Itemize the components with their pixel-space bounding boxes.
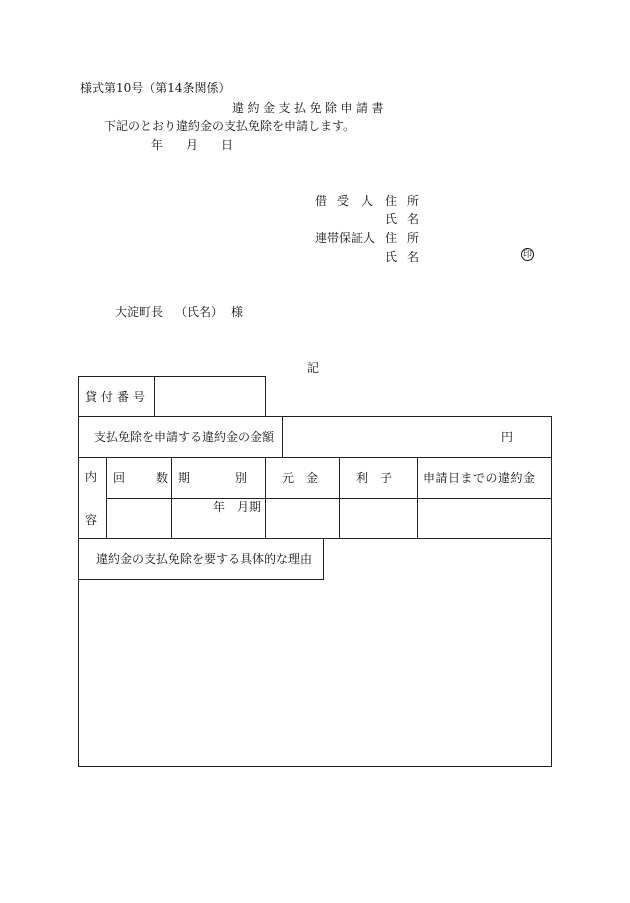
col-penalty: 申請日までの違約金 xyxy=(423,471,536,485)
reason-label: 違約金の支払免除を要する具体的な理由 xyxy=(96,552,313,566)
guarantor-address-1: 住 xyxy=(385,231,398,245)
period-value: 年 月期 xyxy=(213,500,262,514)
col-period-1: 期 xyxy=(178,471,191,485)
addressee-honorific: 様 xyxy=(231,305,244,319)
address-label-1: 住 xyxy=(385,194,398,208)
borrower-label-2: 受 xyxy=(337,194,350,208)
document-title: 違約金支払免除申請書 xyxy=(232,101,388,115)
date-day: 日 xyxy=(221,138,234,152)
col-principal: 元 金 xyxy=(282,471,319,485)
yen-unit: 円 xyxy=(501,430,514,444)
col-interest: 利 子 xyxy=(356,471,393,485)
loan-number-label: 貸付番号 xyxy=(85,390,150,404)
seal-icon: 印 xyxy=(522,250,532,260)
name-label-2: 名 xyxy=(407,212,420,226)
date-month: 月 xyxy=(186,138,199,152)
intro-text: 下記のとおり違約金の支払免除を申請します。 xyxy=(104,119,356,133)
addressee-name: （氏名） xyxy=(175,305,224,319)
ki-mark: 記 xyxy=(307,361,320,375)
col-period-2: 別 xyxy=(235,471,248,485)
content-label-1: 内 xyxy=(85,470,98,484)
date-year: 年 xyxy=(151,138,164,152)
name-label-1: 氏 xyxy=(385,212,398,226)
guarantor-name-2: 名 xyxy=(407,250,420,264)
borrower-label-3: 人 xyxy=(361,194,374,208)
borrower-label-1: 借 xyxy=(315,194,328,208)
content-label-2: 容 xyxy=(85,513,98,527)
guarantor-name-1: 氏 xyxy=(385,250,398,264)
col-count-1: 回 xyxy=(113,471,126,485)
addressee-mayor: 大淀町長 xyxy=(115,305,164,319)
guarantor-label: 連帯保証人 xyxy=(315,231,376,245)
col-count-2: 数 xyxy=(156,471,169,485)
amount-label: 支払免除を申請する違約金の金額 xyxy=(94,430,275,444)
guarantor-address-2: 所 xyxy=(407,231,420,245)
form-number: 様式第10号（第14条関係） xyxy=(80,81,231,95)
address-label-2: 所 xyxy=(407,194,420,208)
